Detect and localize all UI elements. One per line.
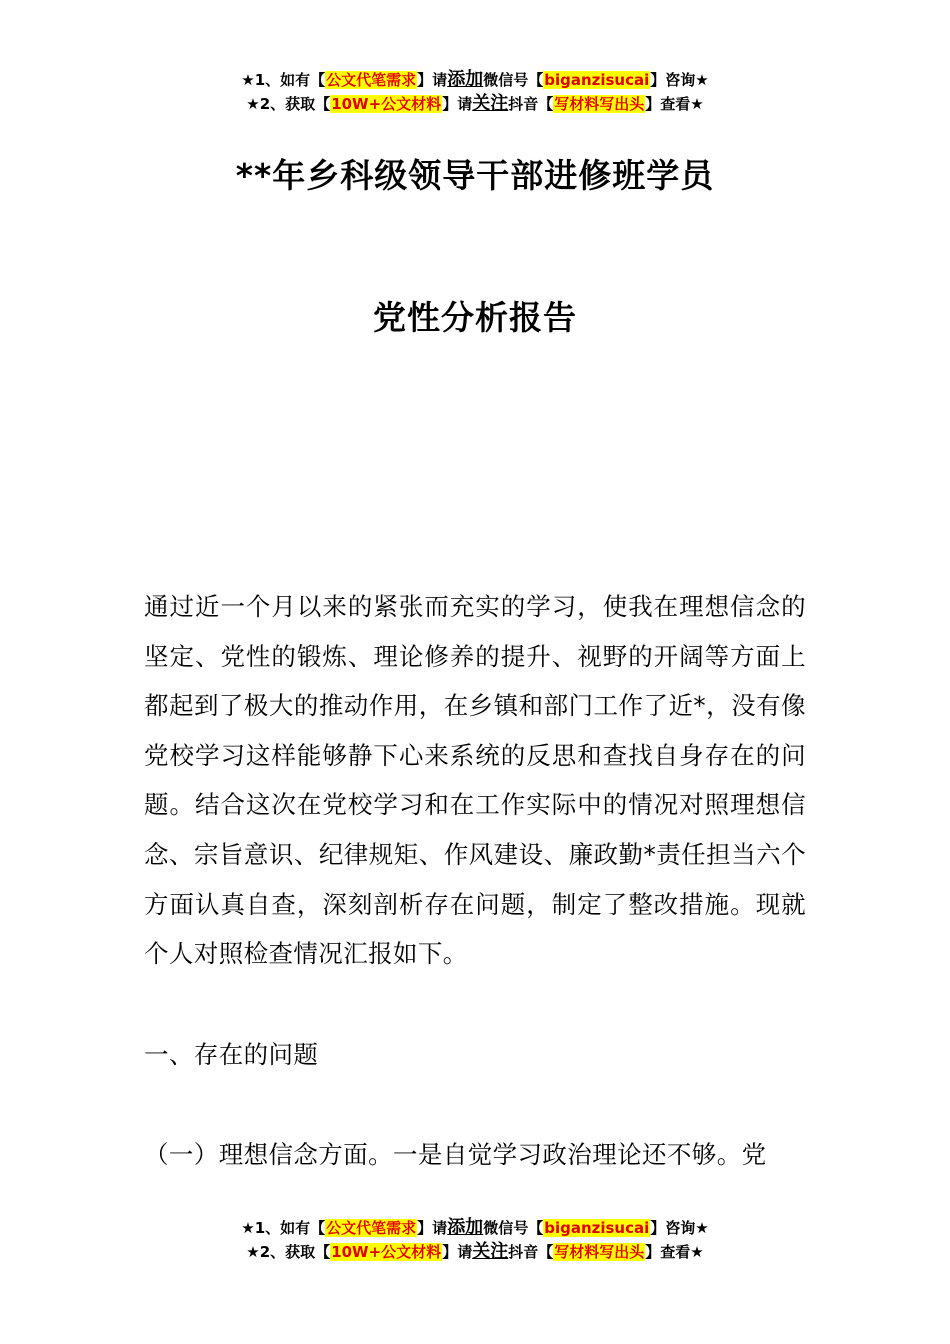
- highlight-materials: 10W+公文材料: [331, 95, 442, 113]
- promo-line-1: [0, 68, 950, 92]
- promo-text: 抖音【: [508, 1243, 554, 1261]
- promo-text: 】请: [417, 71, 448, 89]
- highlight-douyin: 写材料写出头: [554, 95, 645, 113]
- highlight-materials: 10W+公文材料: [331, 1243, 442, 1261]
- underlined-follow: 关注: [472, 1241, 509, 1262]
- promo-banner-top: [0, 68, 950, 116]
- promo-text: 】查看★: [645, 1243, 704, 1261]
- highlight-wechat-id: biganzisucai: [544, 71, 650, 89]
- promo-text: ★1、如有【: [241, 1219, 326, 1237]
- promo-text: 】请: [417, 1219, 448, 1237]
- promo-text: 】查看★: [645, 95, 704, 113]
- promo-text: 微信号【: [483, 1219, 544, 1237]
- promo-line-2: [0, 92, 950, 116]
- promo-text: 】请: [442, 1243, 473, 1261]
- intro-paragraph: 通过近一个月以来的紧张而充实的学习，使我在理想信念的坚定、党性的锻炼、理论修养的提升、视野的开阔等方面上都起到了极大的推动作用，在乡镇和部门工作了近*，没有像党校学习这样能够静下心来系统的反思和查找自身存在的问题。结合这次在党校学习和在工作实际中的情况对照理想信念、宗旨意识、纪律规矩、作风建设、廉政勤*责任担当六个方面认真自查，深刻剖析存在问题，制定了整改措施。现就个人对照检查情况汇报如下。: [144, 592, 806, 969]
- highlight-douyin: 写材料写出头: [554, 1243, 645, 1261]
- promo-banner-bottom: [0, 1216, 950, 1264]
- highlight-service: 公文代笔需求: [326, 1219, 417, 1237]
- promo-text: 微信号【: [483, 71, 544, 89]
- promo-text: ★1、如有【: [241, 71, 326, 89]
- promo-text: 抖音【: [508, 95, 554, 113]
- promo-text: 】请: [442, 95, 473, 113]
- promo-line-1: [0, 1216, 950, 1240]
- promo-text: 】咨询★: [650, 71, 709, 89]
- underlined-add: 添加: [447, 1217, 484, 1238]
- highlight-wechat-id: biganzisucai: [544, 1219, 650, 1237]
- promo-line-2: [0, 1240, 950, 1264]
- section-heading: 一、存在的问题: [144, 1040, 319, 1069]
- promo-text: ★2、获取【: [246, 95, 331, 113]
- promo-text: ★2、获取【: [246, 1243, 331, 1261]
- document-title-line-1: **年乡科级领导干部进修班学员: [235, 156, 715, 195]
- subsection-paragraph: （一）理想信念方面。一是自觉学习政治理论还不够。党: [144, 1140, 767, 1169]
- promo-text: 】咨询★: [650, 1219, 709, 1237]
- document-title-line-2: 党性分析报告: [373, 298, 577, 337]
- underlined-add: 添加: [447, 69, 484, 90]
- highlight-service: 公文代笔需求: [326, 71, 417, 89]
- underlined-follow: 关注: [472, 93, 509, 114]
